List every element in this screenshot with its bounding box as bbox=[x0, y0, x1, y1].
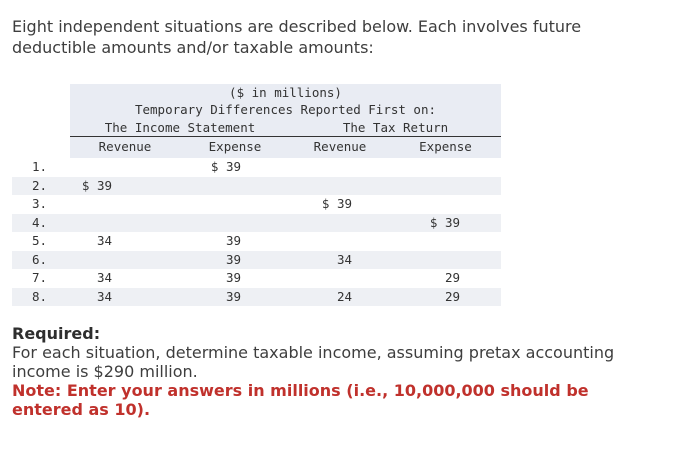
header-divider bbox=[70, 136, 501, 137]
row-background bbox=[12, 195, 501, 214]
cell-is-rev: $ 39 bbox=[81, 177, 112, 193]
col-header-is-revenue: Revenue bbox=[98, 139, 152, 154]
cell-is-exp: 39 bbox=[225, 251, 241, 267]
cell-is-exp: $ 39 bbox=[210, 159, 241, 174]
temporary-differences-table bbox=[12, 84, 501, 302]
cell-tr-rev: $ 39 bbox=[321, 196, 352, 211]
required-heading: Required: bbox=[12, 324, 101, 343]
table-row bbox=[12, 195, 501, 214]
table-row bbox=[12, 232, 501, 251]
cell-tr-exp: 29 bbox=[444, 270, 460, 285]
cell-tr-rev: 24 bbox=[336, 288, 352, 304]
row-background bbox=[12, 158, 501, 177]
cell-tr-rev: 34 bbox=[336, 251, 352, 267]
row-label: 7. bbox=[32, 270, 48, 285]
cell-is-rev: 34 bbox=[96, 270, 112, 285]
cell-is-exp: 39 bbox=[225, 270, 241, 285]
required-section bbox=[12, 324, 662, 419]
table-title: Temporary Differences Reported First on: bbox=[134, 102, 437, 117]
units-caption: ($ in millions) bbox=[229, 85, 342, 100]
row-label: 6. bbox=[32, 251, 48, 267]
intro-text: Eight independent situations are described below. Each involves future deductible amounts and/or taxable amounts: bbox=[12, 17, 582, 57]
cell-tr-exp: $ 39 bbox=[429, 214, 460, 230]
group-income-statement: The Income Statement bbox=[104, 120, 256, 135]
row-label: 1. bbox=[32, 159, 48, 174]
col-header-tr-revenue: Revenue bbox=[313, 139, 367, 154]
row-label: 3. bbox=[32, 196, 48, 211]
row-background bbox=[12, 251, 501, 270]
table-row bbox=[12, 269, 501, 288]
table-row bbox=[12, 288, 501, 307]
row-label: 2. bbox=[32, 177, 48, 193]
cell-is-rev: 34 bbox=[96, 288, 112, 304]
col-header-tr-expense: Expense bbox=[419, 139, 472, 154]
required-note: Note: Enter your answers in millions (i.e., 10,000,000 should be entered as 10). bbox=[12, 381, 589, 419]
col-header-is-expense: Expense bbox=[208, 139, 262, 154]
cell-is-exp: 39 bbox=[225, 233, 241, 248]
table-row bbox=[12, 177, 501, 196]
group-tax-return: The Tax Return bbox=[342, 120, 449, 135]
table-row bbox=[12, 158, 501, 177]
row-label: 4. bbox=[32, 214, 48, 230]
row-label: 8. bbox=[32, 288, 48, 304]
cell-tr-exp: 29 bbox=[444, 288, 460, 304]
cell-is-exp: 39 bbox=[225, 288, 241, 304]
table-row bbox=[12, 214, 501, 233]
table-row bbox=[12, 251, 501, 270]
row-label: 5. bbox=[32, 233, 48, 248]
required-text: For each situation, determine taxable income, assuming pretax accounting income is $290 million. bbox=[12, 343, 615, 381]
cell-is-rev: 34 bbox=[96, 233, 112, 248]
